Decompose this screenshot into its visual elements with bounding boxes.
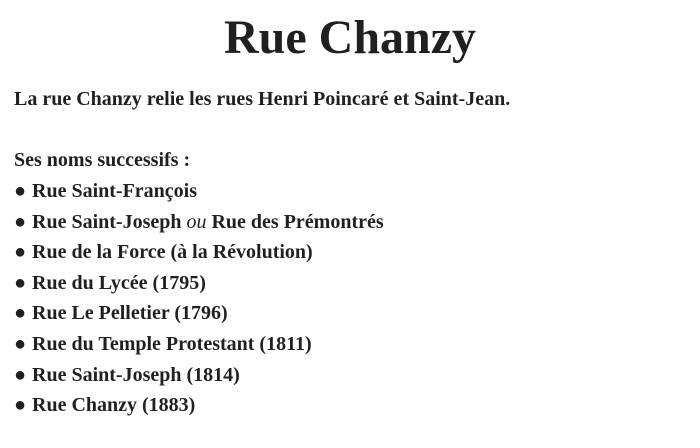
list-item	[14, 176, 384, 207]
bullet-icon: ●	[14, 241, 27, 264]
name-label: Rue Saint-Joseph	[32, 210, 182, 233]
bullet-icon: ●	[14, 394, 27, 417]
bullet-icon: ●	[14, 180, 27, 202]
bullet-icon: ●	[14, 302, 27, 325]
bullet-icon: ●	[14, 271, 27, 294]
name-label: Rue Saint-Joseph (1814)	[32, 363, 240, 386]
bullet-icon: ●	[14, 210, 27, 233]
name-label: Rue de la Force (à la Révolution)	[32, 241, 313, 264]
list-item	[14, 207, 384, 238]
name-label: Rue Chanzy (1883)	[32, 394, 196, 417]
bullet-icon: ●	[14, 363, 27, 386]
list-item	[14, 237, 384, 268]
name-label: Rue Le Pelletier (1796)	[32, 302, 228, 325]
names-heading: Ses noms successifs :	[14, 149, 191, 171]
name-label: Rue Saint-François	[32, 180, 197, 202]
list-item	[14, 390, 384, 421]
name-alt-label: Rue des Prémontrés	[211, 210, 384, 233]
intro-text: La rue Chanzy relie les rues Henri Poincaré et Saint-Jean.	[14, 88, 511, 110]
list-item	[14, 298, 384, 329]
list-item	[14, 360, 384, 391]
names-list	[14, 176, 384, 421]
list-item	[14, 268, 384, 299]
page-title: Rue Chanzy	[223, 11, 477, 64]
name-conjunction: ou	[186, 210, 207, 233]
list-item	[14, 329, 384, 360]
name-label: Rue du Temple Protestant (1811)	[32, 332, 312, 355]
name-label: Rue du Lycée (1795)	[32, 271, 206, 294]
bullet-icon: ●	[14, 332, 27, 355]
